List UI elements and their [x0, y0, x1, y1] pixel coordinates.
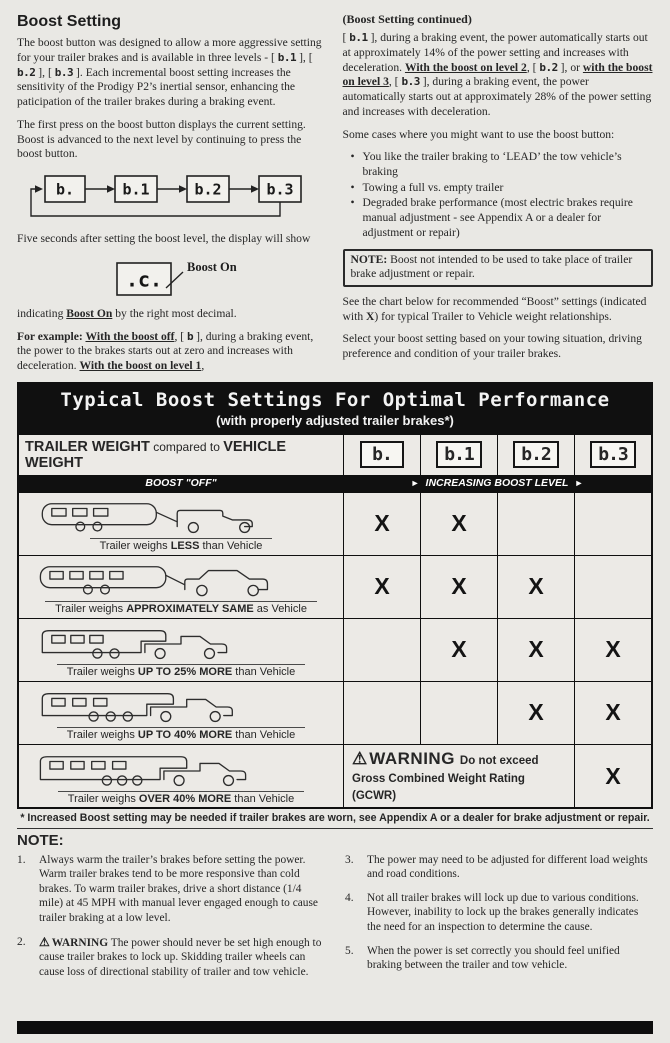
table-title: Typical Boost Settings For Optimal Performance	[60, 388, 610, 411]
page-footer-bar	[17, 1021, 653, 1034]
boost-level-display: b.2	[513, 441, 559, 468]
boost-mark-cell: X	[420, 619, 497, 681]
note-item	[345, 944, 653, 973]
note-warning-text: WARNING The power should never be set high enough to cause trailer brakes to lock up. Skidding trailer wheels can cause loss of directional stability of trailer and tow vehicle.	[39, 936, 322, 978]
boost-intro-paragraph: The boost button was designed to allow a more aggressive setting for your trailer brakes and is available in three levels - [ b.1 ], [ b.2 ], [ b.3 ]. Each incremental boost setting increases the sensitivity of the Prodigy P2’s inertial sensor, enhancing the paticipation of the trailer brakes during a braking event.	[17, 36, 322, 109]
table-row	[19, 555, 651, 618]
display-value: .c.	[125, 267, 163, 292]
vehicle-illustration	[31, 625, 331, 663]
note-box-text: Boost not intended to be used to take place of trailer brake adjustment or repair.	[350, 252, 633, 281]
arrow-right-icon: ►	[574, 478, 584, 489]
select-setting-paragraph: Select your boost setting based on your towing situation, driving preference and condition of your trailer brakes.	[342, 332, 642, 361]
note-box-label: NOTE:	[350, 252, 388, 266]
notes-right-column	[345, 853, 653, 989]
row-label: Trailer weighs UP TO 25% MORE than Vehicle	[57, 664, 305, 678]
list-item: • Degraded brake performance (most electric brakes require manual adjustment - see Appendix A or a dealer for adjustment or repair)	[351, 196, 654, 240]
vehicle-illustration	[31, 499, 331, 537]
vehicle-illustration	[31, 752, 331, 790]
boost-press-paragraph: The first press on the boost button displays the current setting. Boost is advanced to the next level by continuing to press the boost button.	[17, 117, 306, 161]
boost-level-header-cell	[420, 435, 497, 475]
boost-off-header: BOOST "OFF"	[145, 477, 217, 490]
indicating-paragraph: indicating Boost On by the right most decimal.	[17, 306, 237, 320]
table-subtitle: (with properly adjusted trailer brakes*)	[216, 412, 454, 428]
boost-level-value: b.	[55, 180, 75, 199]
boost-mark-cell: X	[497, 619, 574, 681]
right-column	[343, 12, 654, 382]
boost-levels-paragraph: [ b.1 ], during a braking event, the power automatically starts out at approximately 14% of the power setting and increases with deceleration. With the boost on level 2, [ b.2 ], or with the boost on level 3, [ b.3 ], during a braking event, the power automatically starts out at approximately 28% of the power setting and increases with deceleration.	[342, 31, 653, 118]
boost-mark-cell: X	[420, 493, 497, 555]
five-seconds-paragraph: Five seconds after setting the boost level, the display will show	[17, 232, 311, 246]
note-item	[17, 853, 325, 926]
table-row	[19, 681, 651, 744]
note-number: 4.	[345, 891, 354, 904]
boost-level-value: b.2	[194, 180, 222, 199]
table-row	[19, 744, 651, 807]
boost-level-cycle-diagram	[17, 170, 317, 224]
warning-label: WARNING	[369, 748, 455, 768]
row-label: Trailer weighs APPROXIMATELY SAME as Vehicle	[45, 601, 317, 615]
row-label: Trailer weighs LESS than Vehicle	[90, 538, 273, 552]
vehicle-cell	[19, 556, 343, 618]
boost-mark-cell: X	[497, 556, 574, 618]
boost-on-label: Boost On	[187, 259, 237, 274]
vehicle-illustration	[31, 562, 331, 600]
note-text: Not all trailer brakes will lock up due to various conditions. However, inability to lock up the brakes generally indicates the need for an inspection to determine the cause.	[367, 891, 639, 934]
table-row	[19, 618, 651, 681]
note-box	[343, 249, 654, 287]
table-row	[19, 492, 651, 555]
boost-mark-cell: X	[574, 619, 651, 681]
note-item	[17, 935, 325, 980]
boost-mark-cell: X	[497, 682, 574, 744]
left-column	[17, 12, 328, 382]
warning-text: Do not exceed Gross Combined Weight Rating (GCWR)	[352, 754, 539, 803]
boost-mark-cell	[420, 682, 497, 744]
arrow-right-icon: ►	[410, 478, 420, 489]
boost-on-display-figure	[17, 255, 317, 303]
table-footnote: * Increased Boost setting may be needed if trailer brakes are worn, see Appendix A or a dealer for brake adjustment or repair.	[20, 811, 650, 824]
table-subheader-row	[19, 475, 651, 492]
weight-comparison-header: TRAILER WEIGHT compared to VEHICLE WEIGHT	[25, 438, 287, 471]
boost-level-header-cell	[343, 435, 420, 475]
vehicle-cell	[19, 745, 343, 809]
note-text: Always warm the trailer’s brakes before setting the power. Warm trailer brakes tend to be more responsive than cold brakes. To warm trailer brakes, drive a short distance (1/4 mile) at 45 MPH with manual lever engaged enough to cause trailer braking at a low level.	[39, 853, 318, 925]
note-number: 3.	[345, 853, 354, 866]
note-text: The power may need to be adjusted for different load weights and road conditions.	[367, 853, 648, 881]
vehicle-cell	[19, 619, 343, 681]
vehicle-cell	[19, 682, 343, 744]
boost-mark-cell: X	[343, 556, 420, 618]
boost-level-display: b.3	[590, 441, 636, 468]
vehicle-cell	[19, 493, 343, 555]
boost-mark-cell: X	[574, 745, 651, 809]
boost-setting-title: Boost Setting	[17, 13, 121, 30]
boost-level-value: b.1	[122, 180, 150, 199]
continued-heading: (Boost Setting continued)	[342, 12, 472, 26]
vehicle-illustration	[31, 688, 331, 726]
boost-mark-cell	[343, 619, 420, 681]
see-chart-paragraph: See the chart below for recommended “Boost” settings (indicated with X) for typical Trailer to Vehicle weight relationships.	[342, 295, 647, 323]
boost-on-display	[17, 255, 328, 303]
warning-triangle-icon: ⚠	[352, 748, 368, 768]
boost-level-diagram	[17, 170, 328, 224]
note-number: 2.	[17, 935, 26, 948]
boost-mark-cell: X	[420, 556, 497, 618]
list-item: • Towing a full vs. empty trailer	[351, 181, 654, 196]
note-number: 5.	[345, 944, 354, 957]
row-label: Trailer weighs UP TO 40% MORE than Vehicle	[57, 727, 305, 741]
boost-settings-table	[17, 382, 653, 809]
notes-left-column	[17, 853, 325, 989]
boost-mark-cell	[574, 493, 651, 555]
note-item	[345, 891, 653, 935]
boost-use-cases-list	[343, 150, 654, 240]
example-paragraph: For example: With the boost off, [ b ], during a braking event, the power to the brakes starts out at zero and increases with deceleration. With the boost on level 1,	[17, 329, 314, 372]
gcwr-warning-cell	[343, 745, 574, 809]
table-header-row	[19, 435, 651, 475]
cases-intro-paragraph: Some cases where you might want to use the boost button:	[342, 127, 615, 141]
boost-mark-cell	[343, 682, 420, 744]
boost-level-display: b.	[360, 441, 404, 468]
boost-level-header-cell	[497, 435, 574, 475]
row-label: Trailer weighs OVER 40% MORE than Vehicle	[58, 791, 304, 805]
boost-mark-cell	[497, 493, 574, 555]
notes-section	[17, 828, 653, 989]
increasing-boost-label: INCREASING BOOST LEVEL	[425, 477, 569, 490]
notes-heading: NOTE:	[17, 831, 64, 849]
note-text	[39, 935, 325, 980]
boost-level-display: b.1	[436, 441, 482, 468]
boost-mark-cell	[574, 556, 651, 618]
list-item: • You like the trailer braking to ‘LEAD’ the tow vehicle’s braking	[351, 150, 654, 179]
note-item	[345, 853, 653, 882]
article-columns	[17, 12, 653, 382]
note-text: When the power is set correctly you should feel unified braking between the trailer and tow vehicle.	[367, 944, 620, 972]
boost-mark-cell: X	[343, 493, 420, 555]
increasing-boost-header	[343, 475, 651, 492]
boost-mark-cell: X	[574, 682, 651, 744]
boost-level-header-cell	[574, 435, 651, 475]
warning-triangle-icon: ⚠	[39, 934, 50, 949]
boost-level-value: b.3	[266, 180, 294, 199]
table-title-bar	[19, 384, 651, 435]
note-number: 1.	[17, 853, 26, 866]
